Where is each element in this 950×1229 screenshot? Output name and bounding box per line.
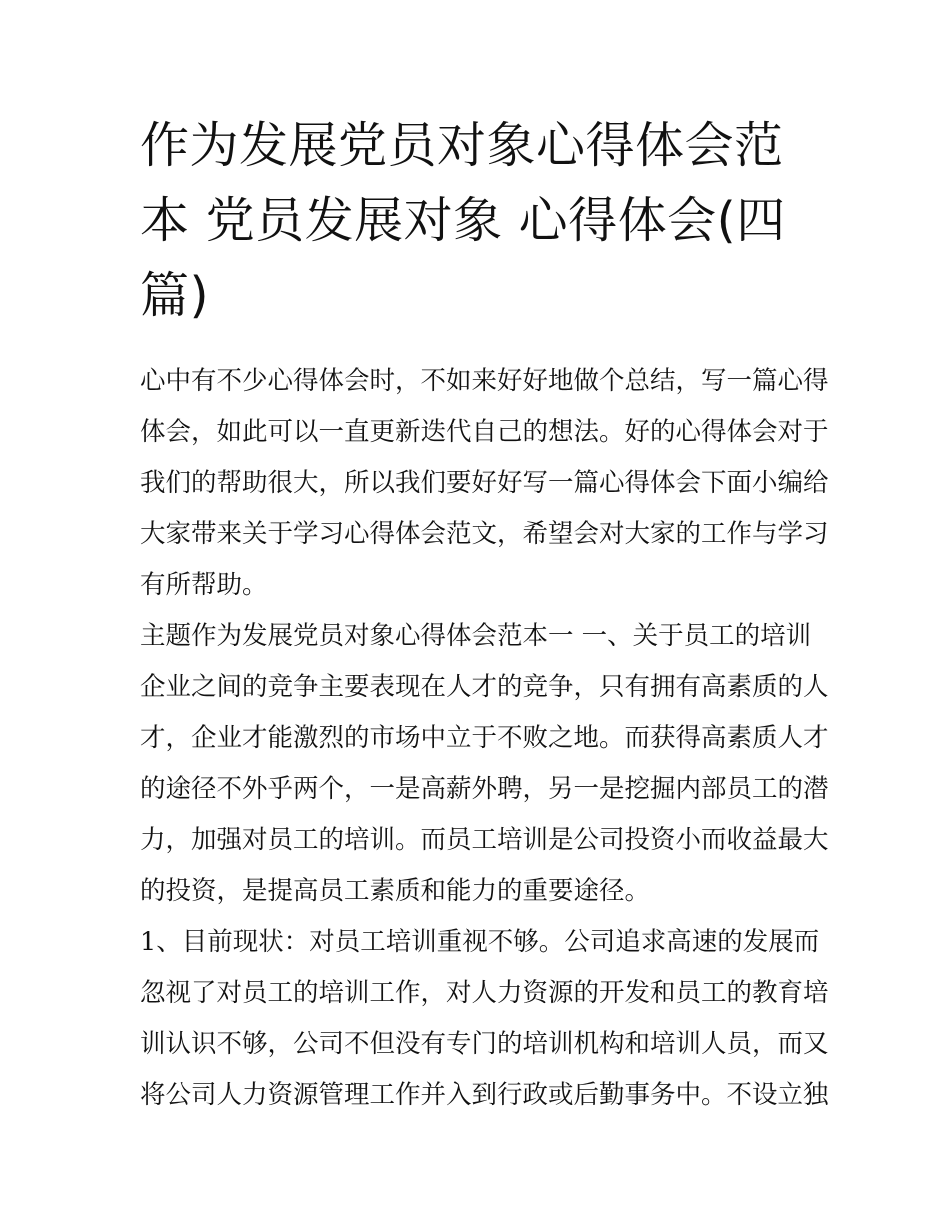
text-line: 企业之间的竞争主要表现在人才的竞争，只有拥有高素质的人 (140, 672, 829, 702)
text-line: 将公司人力资源管理工作并入到行政或后勤事务中。不设立独 (140, 1080, 829, 1110)
text-line: 有所帮助。 (140, 570, 268, 600)
text-line: 才，企业才能激烈的市场中立于不败之地。而获得高素质人才 (140, 723, 829, 753)
text-line: 的投资，是提高员工素质和能力的重要途径。 (140, 876, 651, 906)
text-line: 体会，如此可以一直更新迭代自己的想法。好的心得体会对于 (140, 417, 829, 447)
text-line: 大家带来关于学习心得体会范文，希望会对大家的工作与学习 (140, 519, 829, 549)
text-line: 1、目前现状：对员工培训重视不够。公司追求高速的发展而 (140, 927, 820, 957)
text-line: 力，加强对员工的培训。而员工培训是公司投资小而收益最大 (140, 825, 829, 855)
text-line: 忽视了对员工的培训工作，对人力资源的开发和员工的教育培 (140, 978, 829, 1008)
document-body (140, 356, 830, 1121)
text-line: 主题作为发展党员对象心得体会范本一 一、关于员工的培训 (140, 621, 812, 651)
title-line: 篇) (140, 267, 210, 324)
paragraph-current-status (140, 917, 830, 1121)
text-line: 训认识不够，公司不但没有专门的培训机构和培训人员，而又 (140, 1029, 829, 1059)
title-line: 作为发展党员对象心得体会范 (140, 117, 784, 174)
text-line: 的途径不外乎两个，一是高薪外聘，另一是挖掘内部员工的潜 (140, 774, 829, 804)
paragraph-topic-one (140, 611, 830, 917)
text-line: 我们的帮助很大，所以我们要好好写一篇心得体会下面小编给 (140, 468, 829, 498)
paragraph-intro (140, 356, 830, 611)
document-title (140, 108, 820, 333)
text-line: 心中有不少心得体会时，不如来好好地做个总结，写一篇心得 (140, 366, 829, 396)
title-line: 本 党员发展对象 心得体会(四 (140, 192, 786, 249)
